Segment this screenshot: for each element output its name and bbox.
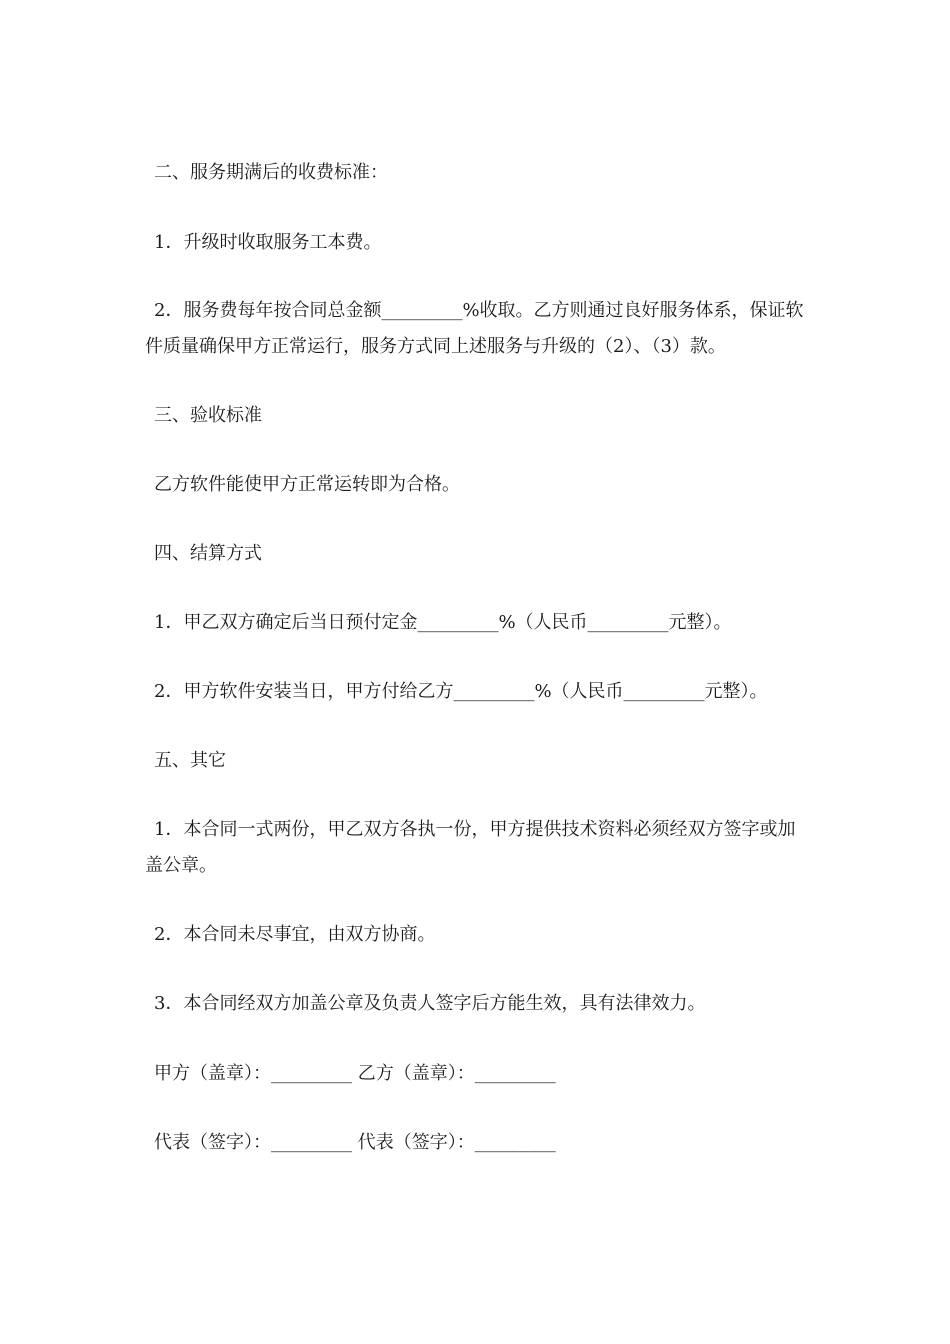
seal-line: 甲方（盖章）：_________ 乙方（盖章）：_________ [154, 1063, 556, 1084]
signature-line: 代表（签字）：_________ 代表（签字）：_________ [154, 1132, 556, 1153]
section-four-heading: 四、结算方式 [154, 543, 262, 564]
section-two-item-1: 1．升级时收取服务工本费。 [154, 232, 382, 253]
section-two-heading: 二、服务期满后的收费标准： [154, 162, 388, 183]
section-five-item-1: 1．本合同一式两份，甲乙双方各执一份，甲方提供技术资料必须经双方签字或加盖公章。 [145, 819, 796, 876]
section-two-item-2: 2．服务费每年按合同总金额_________%收取。乙方则通过良好服务体系，保证软件质量确保甲方正常运行，服务方式同上述服务与升级的（2）、（3）款。 [145, 300, 804, 357]
section-three-body: 乙方软件能使甲方正常运转即为合格。 [154, 474, 460, 495]
section-five-item-3: 3．本合同经双方加盖公章及负责人签字后方能生效，具有法律效力。 [154, 993, 706, 1014]
section-three-heading: 三、验收标准 [154, 405, 262, 426]
section-four-item-1: 1．甲乙双方确定后当日预付定金_________%（人民币_________元整）。 [154, 612, 732, 633]
section-five-heading: 五、其它 [154, 750, 226, 771]
section-five-item-2: 2．本合同未尽事宜，由双方协商。 [154, 924, 436, 945]
section-four-item-2: 2．甲方软件安装当日，甲方付给乙方_________%（人民币_________元整）。 [154, 681, 768, 702]
